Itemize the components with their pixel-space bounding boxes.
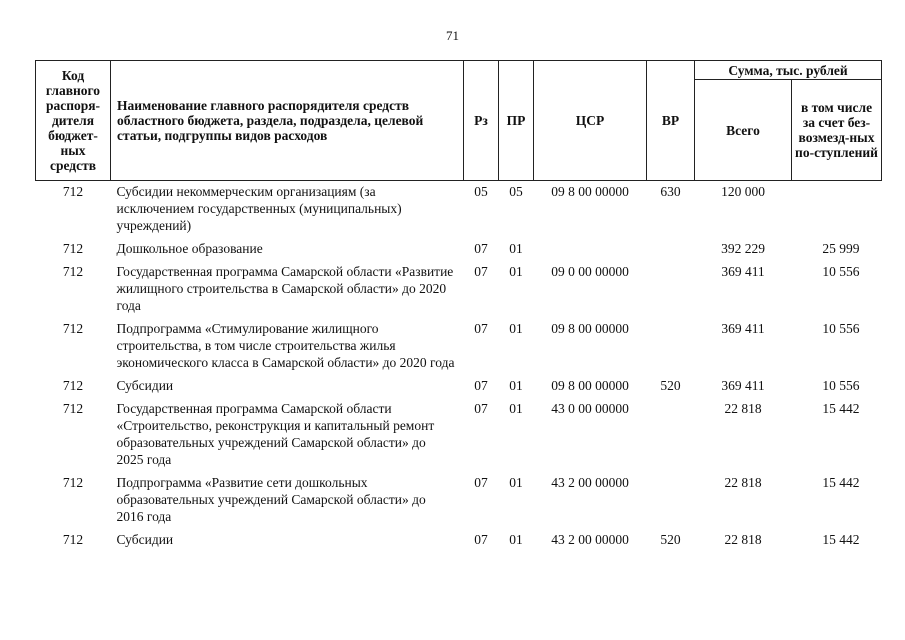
cell-total: 120 000 xyxy=(721,184,765,199)
table-row xyxy=(36,472,882,529)
cell-name: Подпрограмма «Стимулирование жилищного строительства, в том числе строительства жилья экономического класса в Самарской области» до 2020 года xyxy=(116,321,455,370)
cell-total: 369 411 xyxy=(721,264,765,279)
cell-pr: 01 xyxy=(509,532,523,547)
cell-name: Государственная программа Самарской области «Развитие жилищного строительства в Самарской области» до 2020 года xyxy=(116,264,454,313)
cell-code: 712 xyxy=(62,321,84,336)
cell-pr: 01 xyxy=(509,264,523,279)
header-pr: ПР xyxy=(499,61,534,181)
cell-rz: 07 xyxy=(474,378,488,393)
cell-free: 15 442 xyxy=(822,475,860,490)
cell-code: 712 xyxy=(62,532,84,547)
header-name: Наименование главного распорядителя средств областного бюджета, раздела, подраздела, целевой статьи, подгруппы видов расходов xyxy=(111,61,464,181)
cell-csr: 09 8 00 00000 xyxy=(551,321,629,336)
cell-rz: 05 xyxy=(474,184,488,199)
cell-csr: 09 8 00 00000 xyxy=(551,378,629,393)
cell-code: 712 xyxy=(62,264,84,279)
cell-rz: 07 xyxy=(474,321,488,336)
cell-rz: 07 xyxy=(474,241,488,256)
cell-vr: 630 xyxy=(660,184,681,199)
cell-code: 712 xyxy=(62,241,84,256)
cell-vr xyxy=(647,318,695,375)
table-body xyxy=(36,181,882,553)
cell-total: 369 411 xyxy=(721,321,765,336)
cell-code: 712 xyxy=(62,378,84,393)
table-row xyxy=(36,318,882,375)
cell-free: 10 556 xyxy=(822,378,860,393)
cell-csr xyxy=(534,238,647,261)
cell-pr: 01 xyxy=(509,475,523,490)
cell-pr: 05 xyxy=(509,184,523,199)
cell-code: 712 xyxy=(62,475,84,490)
cell-total: 22 818 xyxy=(724,475,762,490)
cell-pr: 01 xyxy=(509,321,523,336)
cell-rz: 07 xyxy=(474,264,488,279)
cell-name: Субсидии xyxy=(116,532,174,547)
cell-csr: 43 2 00 00000 xyxy=(551,475,629,490)
cell-vr: 520 xyxy=(660,532,681,547)
cell-free: 15 442 xyxy=(822,401,860,416)
cell-name: Субсидии некоммерческим организациям (за исключением государственных (муниципальных) учреждений) xyxy=(116,184,402,233)
cell-free xyxy=(792,181,882,239)
page-number: 71 xyxy=(446,28,459,43)
cell-free: 10 556 xyxy=(822,264,860,279)
table-row xyxy=(36,181,882,239)
table-row xyxy=(36,529,882,552)
header-sum-group: Сумма, тыс. рублей xyxy=(695,61,882,80)
header-rz: Рз xyxy=(464,61,499,181)
cell-pr: 01 xyxy=(509,378,523,393)
cell-pr: 01 xyxy=(509,241,523,256)
cell-free: 10 556 xyxy=(822,321,860,336)
table-row xyxy=(36,238,882,261)
table-row xyxy=(36,375,882,398)
cell-free: 25 999 xyxy=(822,241,860,256)
cell-rz: 07 xyxy=(474,401,488,416)
header-csr: ЦСР xyxy=(534,61,647,181)
cell-code: 712 xyxy=(62,401,84,416)
cell-total: 369 411 xyxy=(721,378,765,393)
table-row xyxy=(36,398,882,472)
header-code: Код главного распоря-дителя бюджет-ных средств xyxy=(36,61,111,181)
table-header xyxy=(36,61,882,181)
cell-pr: 01 xyxy=(509,401,523,416)
table-row xyxy=(36,261,882,318)
cell-csr: 43 0 00 00000 xyxy=(551,401,629,416)
header-vr: ВР xyxy=(647,61,695,181)
cell-rz: 07 xyxy=(474,475,488,490)
cell-name: Субсидии xyxy=(116,378,174,393)
header-free: в том числе за счет без-возмезд-ных по-ступлений xyxy=(792,80,882,181)
cell-free: 15 442 xyxy=(822,532,860,547)
cell-code: 712 xyxy=(62,184,84,199)
cell-name: Дошкольное образование xyxy=(116,241,263,256)
cell-vr xyxy=(647,261,695,318)
cell-vr xyxy=(647,398,695,472)
cell-csr: 09 0 00 00000 xyxy=(551,264,629,279)
cell-total: 22 818 xyxy=(724,401,762,416)
budget-table xyxy=(35,60,882,552)
cell-name: Подпрограмма «Развитие сети дошкольных образовательных учреждений Самарской области» до 2016 года xyxy=(116,475,426,524)
cell-name: Государственная программа Самарской области «Строительство, реконструкция и капитальный ремонт образовательных учреждений Самарской области» до 2025 года xyxy=(116,401,435,467)
cell-vr: 520 xyxy=(660,378,681,393)
header-total: Всего xyxy=(695,80,792,181)
cell-csr: 43 2 00 00000 xyxy=(551,532,629,547)
cell-vr xyxy=(647,238,695,261)
cell-csr: 09 8 00 00000 xyxy=(551,184,629,199)
cell-rz: 07 xyxy=(474,532,488,547)
cell-vr xyxy=(647,472,695,529)
cell-total: 22 818 xyxy=(724,532,762,547)
cell-total: 392 229 xyxy=(721,241,765,256)
